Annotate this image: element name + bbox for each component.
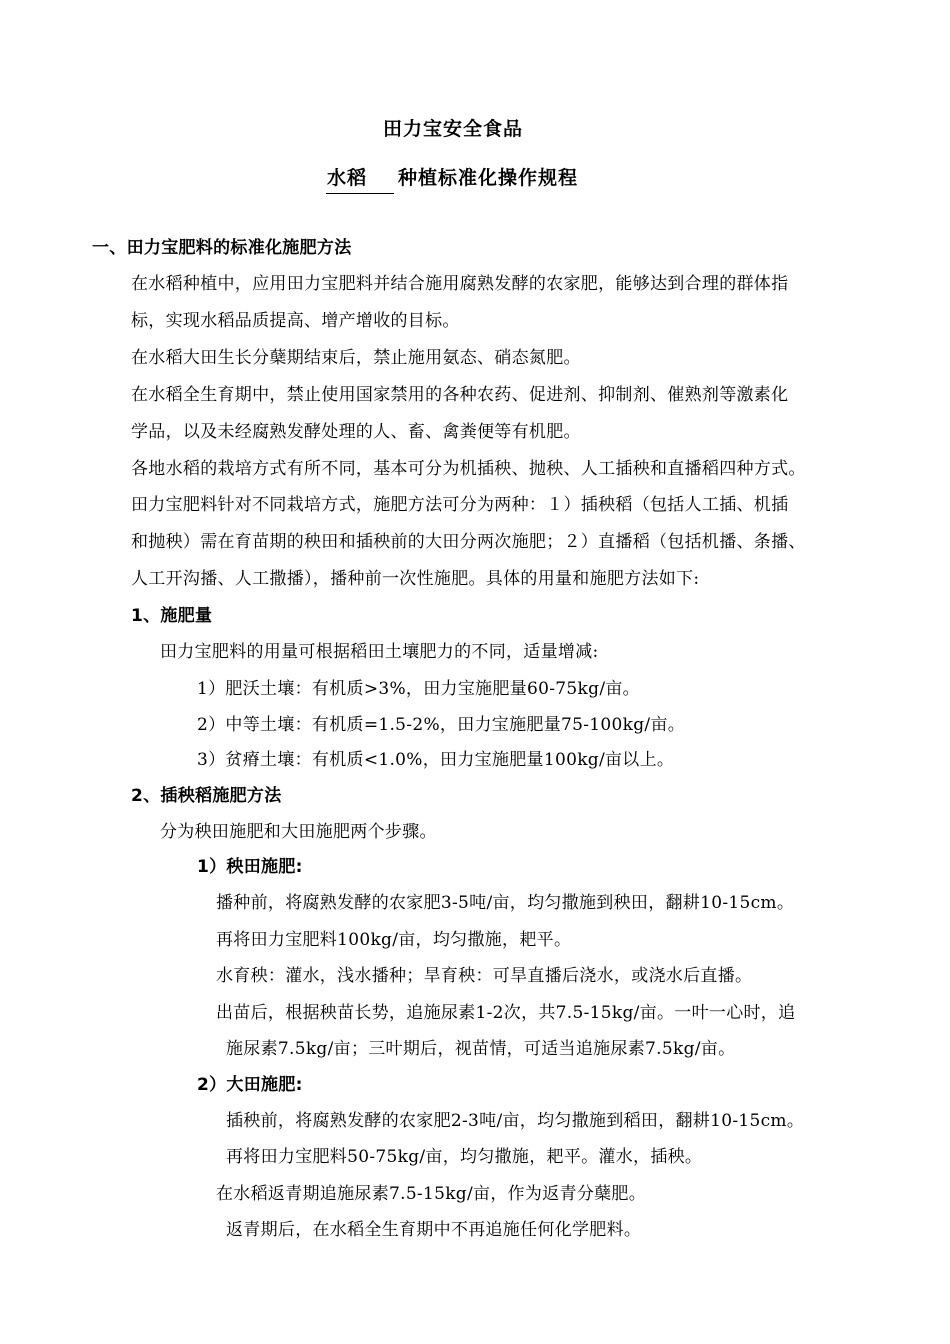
paragraph-5-line-1: 田力宝肥料针对不同栽培方式，施肥方法可分为两种：１）插秧稻（包括人工插、机插: [131, 495, 789, 515]
subsection-1-intro: 田力宝肥料的用量可根据稻田土壤肥力的不同，适量增减:: [160, 642, 599, 662]
soil-item-1: 1）肥沃土壤：有机质>3%，田力宝施肥量60-75kg/亩。: [197, 679, 640, 699]
paragraph-4: 各地水稻的栽培方式有所不同，基本可分为机插秧、抛秧、人工插秧和直播稻四种方式。: [131, 459, 806, 479]
subtitle-crop: 水稻: [327, 167, 368, 189]
field-line-2: 再将田力宝肥料50-75kg/亩，均匀撒施，耙平。灌水，插秧。: [226, 1147, 703, 1167]
document-title: 田力宝安全食品: [383, 118, 524, 140]
field-line-3: 在水稻返青期追施尿素7.5-15kg/亩，作为返青分蘖肥。: [216, 1184, 647, 1204]
subsection-2-intro: 分为秧田施肥和大田施肥两个步骤。: [160, 822, 437, 842]
soil-item-2: 2）中等土壤：有机质=1.5-2%，田力宝施肥量75-100kg/亩。: [197, 715, 686, 735]
seedbed-line-2: 再将田力宝肥料100kg/亩，均匀撒施，耙平。: [216, 930, 572, 950]
subsection-1-heading: 1、施肥量: [131, 606, 213, 626]
seedbed-line-4: 出苗后，根据秧苗长势，追施尿素1-2次，共7.5-15kg/亩。一叶一心时，追: [216, 1003, 796, 1023]
field-line-1: 插秧前，将腐熟发酵的农家肥2-3吨/亩，均匀撒施到稻田，翻耕10-15cm。: [226, 1111, 805, 1131]
seedbed-line-3: 水育秧：灌水，浅水播种；旱育秧：可旱直播后浇水，或浇水后直播。: [216, 966, 753, 986]
seedbed-fertilizing-heading: 1）秧田施肥:: [197, 857, 303, 877]
seedbed-line-5: 施尿素7.5kg/亩；三叶期后，视苗情，可适当追施尿素7.5kg/亩。: [226, 1039, 736, 1059]
paragraph-3-line-1: 在水稻全生育期中，禁止使用国家禁用的各种农药、促进剂、抑制剂、催熟剂等激素化: [131, 385, 789, 405]
paragraph-5-line-2: 和抛秧）需在育苗期的秧田和插秧前的大田分两次施肥；２）直播稻（包括机播、条播、: [131, 532, 806, 552]
field-line-4: 返青期后，在水稻全生育期中不再追施任何化学肥料。: [226, 1220, 642, 1240]
paragraph-1-line-1: 在水稻种植中，应用田力宝肥料并结合施用腐熟发酵的农家肥，能够达到合理的群体指: [131, 274, 789, 294]
soil-item-3: 3）贫瘠土壤：有机质<1.0%，田力宝施肥量100kg/亩以上。: [197, 750, 675, 770]
section-1-heading: 一、田力宝肥料的标准化施肥方法: [92, 238, 352, 258]
seedbed-line-1: 播种前，将腐熟发酵的农家肥3-5吨/亩，均匀撒施到秧田，翻耕10-15cm。: [216, 893, 795, 913]
paragraph-5-line-3: 人工开沟播、人工撒播），播种前一次性施肥。具体的用量和施肥方法如下:: [131, 569, 700, 589]
field-fertilizing-heading: 2）大田施肥:: [197, 1075, 303, 1095]
paragraph-3-line-2: 学品，以及未经腐熟发酵处理的人、畜、禽粪便等有机肥。: [131, 422, 581, 442]
subsection-2-heading: 2、插秧稻施肥方法: [131, 786, 282, 806]
subtitle-rest: 种植标准化操作规程: [398, 167, 579, 189]
subtitle-underline: [326, 193, 394, 194]
paragraph-1-line-2: 标，实现水稻品质提高、增产增收的目标。: [131, 311, 460, 331]
paragraph-2: 在水稻大田生长分蘖期结束后，禁止施用氨态、硝态氮肥。: [131, 348, 581, 368]
